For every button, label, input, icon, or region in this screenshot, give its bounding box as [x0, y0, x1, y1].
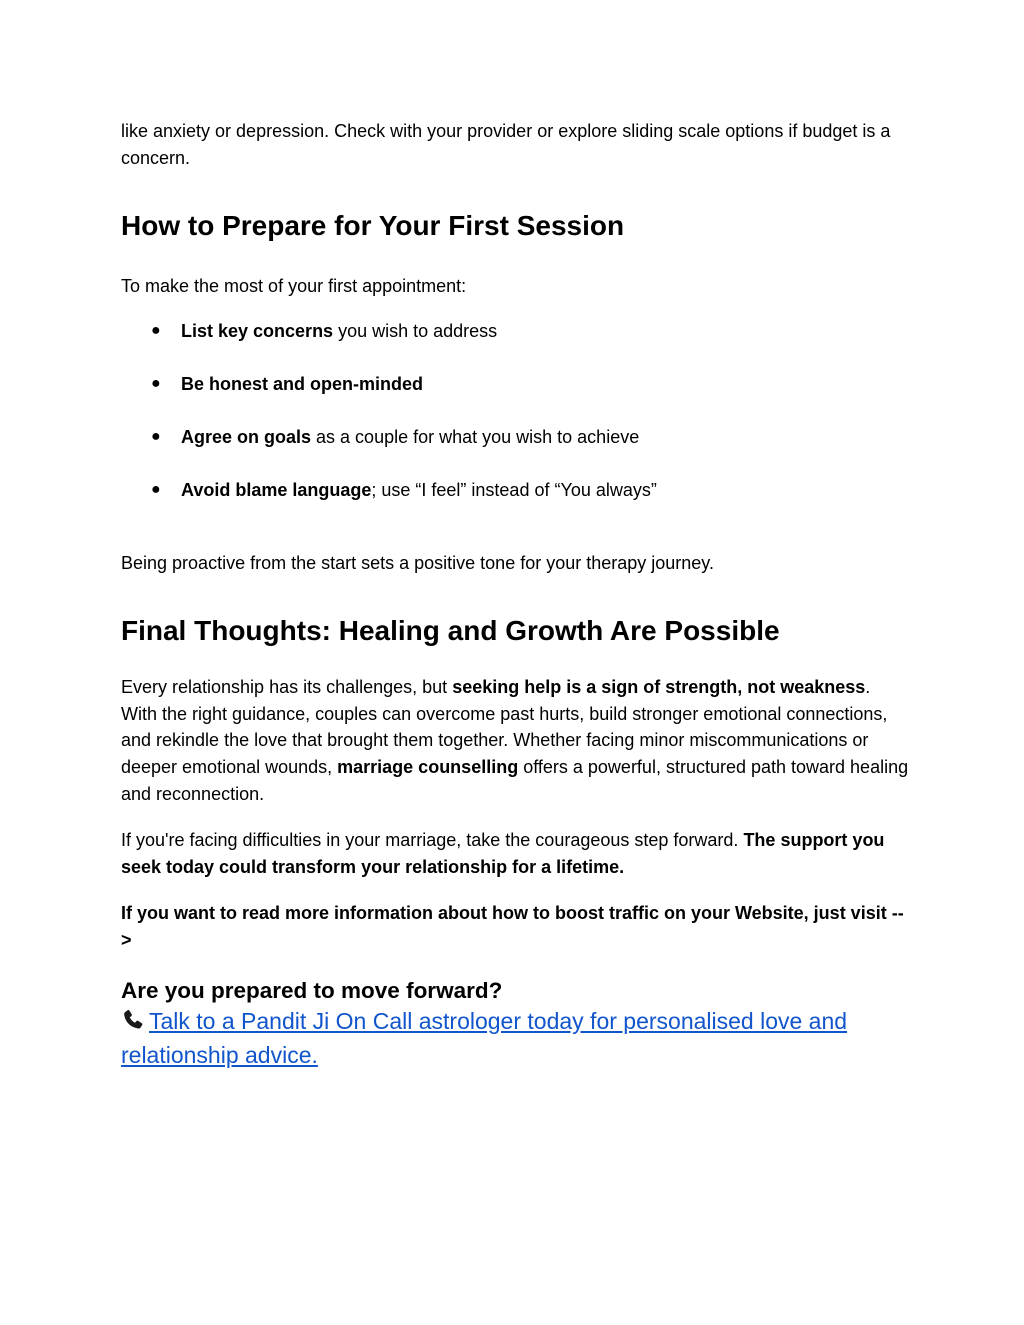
bullet-icon: ●: [151, 481, 161, 499]
list-item: [121, 318, 911, 345]
text-run: offers a powerful, structured path toward healing and reconnection.: [121, 757, 909, 804]
bold-text-run: The support you seek today could transform your relationship for a lifetime.: [121, 830, 885, 877]
cta-heading: Are you prepared to move forward?: [121, 977, 503, 1003]
prepare-lead-paragraph: To make the most of your first appointment:: [121, 276, 467, 297]
bullet-text: ; use “I feel” instead of “You always”: [371, 480, 657, 501]
astrologer-call-link[interactable]: Talk to a Pandit Ji On Call astrologer today for personalised love and relationship advice.: [121, 1007, 848, 1068]
prepare-closing-paragraph: Being proactive from the start sets a positive tone for your therapy journey.: [121, 552, 714, 573]
text-run: Every relationship has its challenges, but: [121, 677, 453, 698]
bullet-icon: ●: [151, 374, 161, 392]
prepare-bullet-list: [121, 318, 911, 504]
bullet-bold-text: List key concerns: [181, 320, 334, 341]
intro-paragraph: like anxiety or depression. Check with your provider or explore sliding scale options if budget is a concern.: [121, 121, 891, 168]
bullet-bold-text: Agree on goals: [181, 426, 312, 447]
bullet-bold-text: Be honest and open-minded: [181, 373, 424, 394]
list-item: [121, 477, 911, 504]
text-run: If you're facing difficulties in your marriage, take the courageous step forward.: [121, 830, 744, 851]
call-to-action-paragraph: [121, 827, 911, 880]
section-heading-final-thoughts: Final Thoughts: Healing and Growth Are Possible: [121, 615, 780, 647]
bullet-bold-text: Avoid blame language: [181, 480, 372, 501]
telephone-receiver-icon: [121, 1008, 149, 1040]
final-thoughts-paragraph: [121, 674, 911, 807]
list-item: [121, 371, 911, 398]
bullet-text: you wish to address: [333, 320, 498, 341]
cta-link-line: [121, 1006, 911, 1071]
bold-text-run: marriage counselling: [337, 757, 519, 778]
visit-website-paragraph: If you want to read more information about how to boost traffic on your Website, just visit -->: [121, 903, 904, 950]
bold-text-run: seeking help is a sign of strength, not weakness: [452, 677, 866, 698]
text-run: . With the right guidance, couples can overcome past hurts, build stronger emotional connections, and rekindle the love that brought them together. Whether facing minor miscommunications or deeper emotional wounds,: [121, 677, 888, 778]
bullet-icon: ●: [151, 321, 161, 339]
bullet-text: as a couple for what you wish to achieve: [311, 426, 640, 447]
document-page: [121, 118, 911, 1071]
section-heading-prepare: How to Prepare for Your First Session: [121, 210, 625, 242]
list-item: [121, 424, 911, 451]
bullet-icon: ●: [151, 427, 161, 445]
